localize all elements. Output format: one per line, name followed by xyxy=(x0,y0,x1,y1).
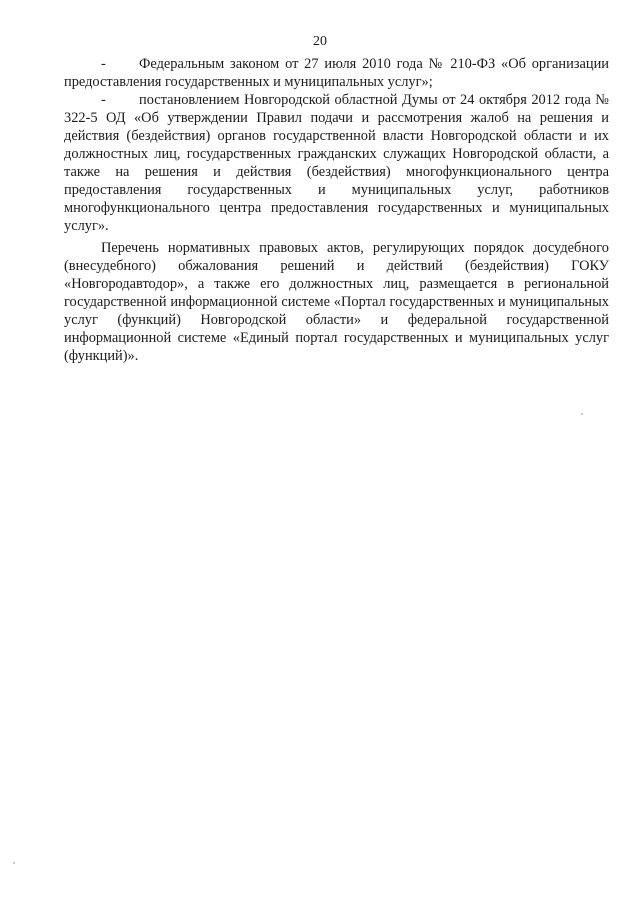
scan-artifact xyxy=(13,862,15,864)
page-number: 20 xyxy=(313,34,327,49)
document-body xyxy=(64,55,609,365)
list-item-regional-resolution xyxy=(64,91,609,235)
list-dash: - xyxy=(101,56,106,72)
list-item-text: Федеральным законом от 27 июля 2010 года № 210-ФЗ «Об организации предоставления государственных и муниципальных услуг»; xyxy=(64,56,609,90)
list-item-federal-law xyxy=(64,55,609,91)
list-item-text: постановлением Новгородской областной Думы от 24 октября 2012 года № 322-5 ОД «Об утверждении Правил подачи и рассмотрения жалоб на решения и действия (бездействия) органов государственной власти Новгородской области и их должностных лиц, государственных гражданских служащих Новгородской области, а также на решения и действия (бездействия) многофункционального центра предоставления государственных и муниципальных услуг, работников многофункционального центра предоставления государственных и муниципальных услуг». xyxy=(64,92,609,234)
scan-artifact xyxy=(581,413,583,415)
list-dash: - xyxy=(101,92,106,108)
paragraph-regulations-list: Перечень нормативных правовых актов, регулирующих порядок досудебного (внесудебного) обжалования решений и действий (бездействия) ГОКУ «Новгородавтодор», а также его должностных лиц, размещается в региональной государственной информационной системе «Портал государственных и муниципальных услуг (функций) Новгородской области» и федеральной государственной информационной системе «Единый портал государственных и муниципальных услуг (функций)». xyxy=(64,240,609,364)
